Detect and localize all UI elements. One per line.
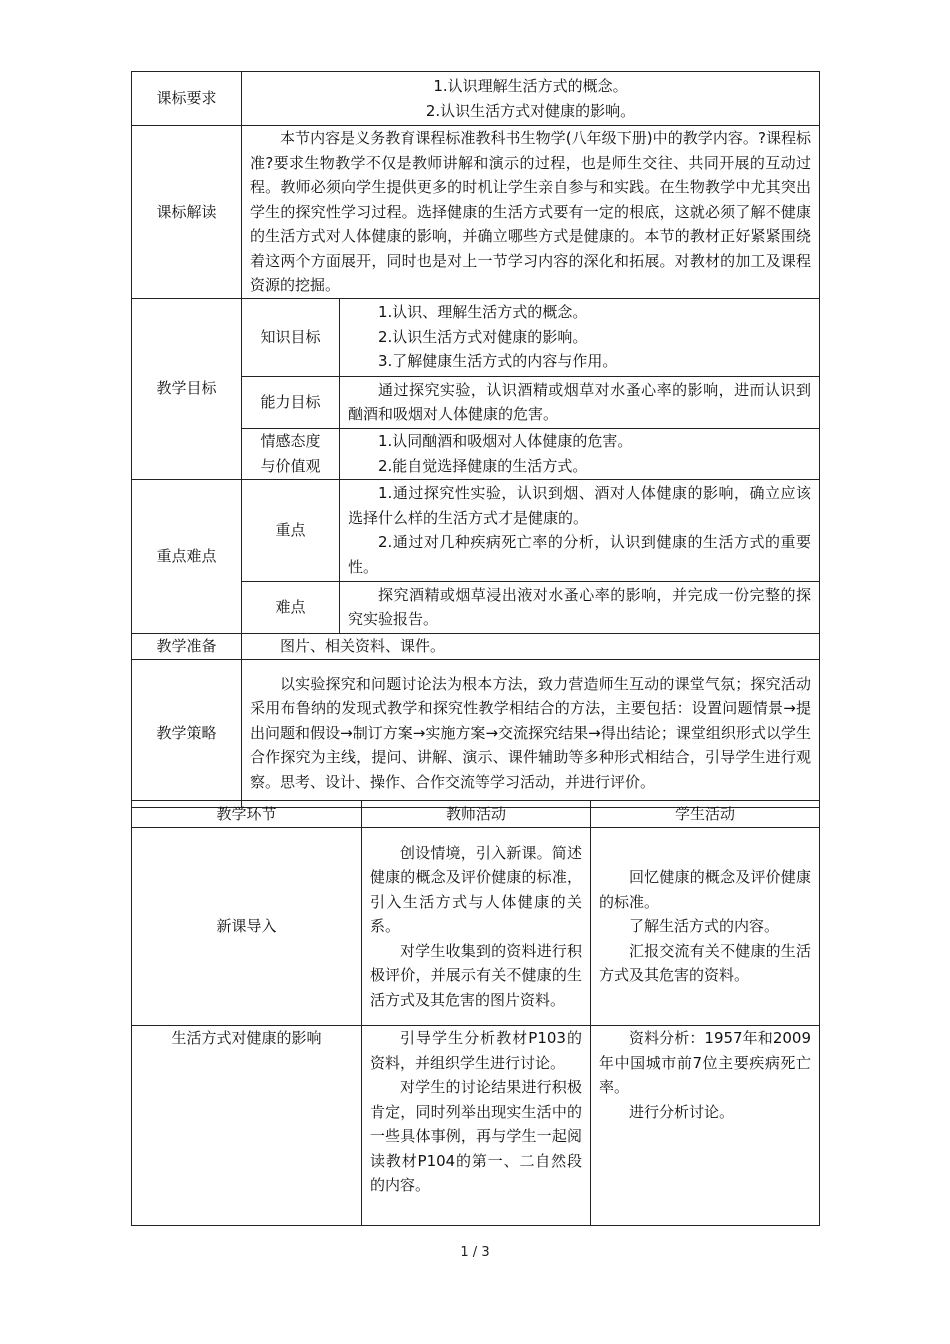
text-line: 2.认识生活方式对健康的影响。 [378, 327, 588, 346]
table-row [132, 828, 820, 1026]
text-paragraph: 进行分析讨论。 [629, 1102, 735, 1121]
label-nandian: 难点 [242, 581, 340, 633]
text-line: 2.能自觉选择健康的生活方式。 [378, 456, 588, 475]
text-paragraph: 引导学生分析教材P103的资料，并组织学生进行讨论。 [370, 1029, 582, 1072]
label-zhishi-mubiao: 知识目标 [242, 298, 340, 376]
text-line: 1.通过探究性实验，认识到烟、酒对人体健康的影响，确立应该选择什么样的生活方式才是健康的。 [348, 484, 812, 527]
paragraph-jiaoxue-celue: 以实验探究和问题讨论法为根本方法，致力营造师生互动的课堂气氛；探究活动采用布鲁纳的发现式教学和探究性教学相结合的方法，主要包括：设置问题情景→提出问题和假设→制订方案→实施方案→交流探究结果→得出结论；课堂组织形式以学生合作探究为主线，提问、讲解、演示、课件辅助等多种形式相结合，引导学生进行观察。思考、设计、操作、合作交流等学习活动，并进行评价。 [250, 674, 812, 791]
row-jiaoxue-zhunbei [132, 633, 820, 659]
table-row [132, 1026, 820, 1226]
label-jiaoxue-zhunbei: 教学准备 [132, 633, 242, 659]
text-paragraph: 创设情境，引入新课。简述健康的概念及评价健康的标准，引入生活方式与人体健康的关系。 [370, 843, 582, 936]
row-zhishi-mubiao [132, 298, 820, 376]
label-zhongdian-nandian: 重点难点 [132, 479, 242, 633]
header-jiaoxue-huanjie: 教学环节 [132, 801, 362, 828]
text-line: 2.通过对几种疾病死亡率的分析，认识到健康的生活方式的重要性。 [348, 533, 812, 576]
text-line: 2.认识生活方式对健康的影响。 [425, 101, 636, 120]
label-jiaoxue-celue: 教学策略 [132, 659, 242, 807]
text-line: 1.认同酗酒和吸烟对人体健康的危害。 [378, 432, 633, 450]
label-qinggan-mubiao [242, 428, 340, 479]
content-kebiao-yaoqiu [242, 72, 820, 126]
label-line: 情感态度 [260, 432, 321, 450]
paragraph-nengli: 通过探究实验，认识酒精或烟草对水蚤心率的影响，进而认识到酗酒和吸烟对人体健康的危害。 [348, 380, 812, 423]
header-jiaoshi-huodong: 教师活动 [362, 801, 591, 828]
paragraph-jiaoxue-zhunbei: 图片、相关资料、课件。 [280, 636, 446, 655]
teacher-activity-cell [362, 1026, 591, 1226]
teaching-process-table [131, 800, 820, 1226]
header-xuesheng-huodong: 学生活动 [591, 801, 820, 828]
label-jiaoxue-mubiao: 教学目标 [132, 298, 242, 479]
lesson-plan-table [131, 71, 820, 808]
content-qinggan-mubiao [340, 428, 820, 479]
paragraph-kebiao-jiedu: 本节内容是义务教育课程标准教科书生物学(八年级下册)中的教学内容。?课程标准?要求生物教学不仅是教师讲解和演示的过程，也是师生交往、共同开展的互动过程。教师必须向学生提供更多的时机让学生亲自参与和实践。在生物教学中尤其突出学生的探究性学习过程。选择健康的生活方式要有一定的根底，这就必须了解不健康的生活方式对人体健康的影响，并确立哪些方式是健康的。本节的教材正好紧紧围绕着这两个方面展开，同时也是对上一节学习内容的深化和拓展。对教材的加工及课程资源的挖掘。 [250, 129, 812, 294]
content-zhongdian [340, 479, 820, 581]
student-activity-cell [591, 1026, 820, 1226]
text-paragraph: 对学生收集到的资料进行积极评价，并展示有关不健康的生活方式及其危害的图片资料。 [370, 941, 582, 1009]
text-line: 1.认识、理解生活方式的概念。 [378, 303, 588, 322]
stage-cell: 生活方式对健康的影响 [132, 1026, 362, 1226]
content-jiaoxue-celue [242, 659, 820, 807]
text-line: 1.认识理解生活方式的概念。 [433, 77, 628, 95]
page-number: 1 / 3 [460, 1245, 490, 1260]
content-nandian [340, 581, 820, 633]
text-paragraph: 对学生的讨论结果进行积极肯定，同时列举出现实生活中的一些具体事例，再与学生一起阅读教材P104的第一、二自然段的内容。 [370, 1078, 582, 1194]
text-paragraph: 资料分析：1957年和2009年中国城市前7位主要疾病死亡率。 [599, 1029, 811, 1096]
row-zhongdian [132, 479, 820, 581]
text-paragraph: 了解生活方式的内容。 [629, 917, 780, 936]
header-row [132, 801, 820, 828]
stage-cell: 新课导入 [132, 828, 362, 1026]
content-jiaoxue-zhunbei [242, 633, 820, 659]
label-zhongdian: 重点 [242, 479, 340, 581]
text-paragraph: 回忆健康的概念及评价健康的标准。 [599, 868, 811, 911]
row-kebiao-yaoqiu [132, 72, 820, 126]
label-kebiao-yaoqiu: 课标要求 [132, 72, 242, 126]
label-kebiao-jiedu: 课标解读 [132, 126, 242, 299]
label-line: 与价值观 [260, 456, 321, 475]
content-zhishi-mubiao [340, 298, 820, 376]
teacher-activity-cell [362, 828, 591, 1026]
content-nengli-mubiao [340, 376, 820, 428]
row-jiaoxue-celue [132, 659, 820, 807]
text-paragraph: 汇报交流有关不健康的生活方式及其危害的资料。 [599, 941, 811, 985]
paragraph-nandian: 探究酒精或烟草浸出液对水蚤心率的影响，并完成一份完整的探究实验报告。 [348, 585, 812, 628]
text-line: 3.了解健康生活方式的内容与作用。 [378, 352, 618, 371]
student-activity-cell [591, 828, 820, 1026]
content-kebiao-jiedu [242, 126, 820, 299]
row-kebiao-jiedu [132, 126, 820, 299]
label-nengli-mubiao: 能力目标 [242, 376, 340, 428]
